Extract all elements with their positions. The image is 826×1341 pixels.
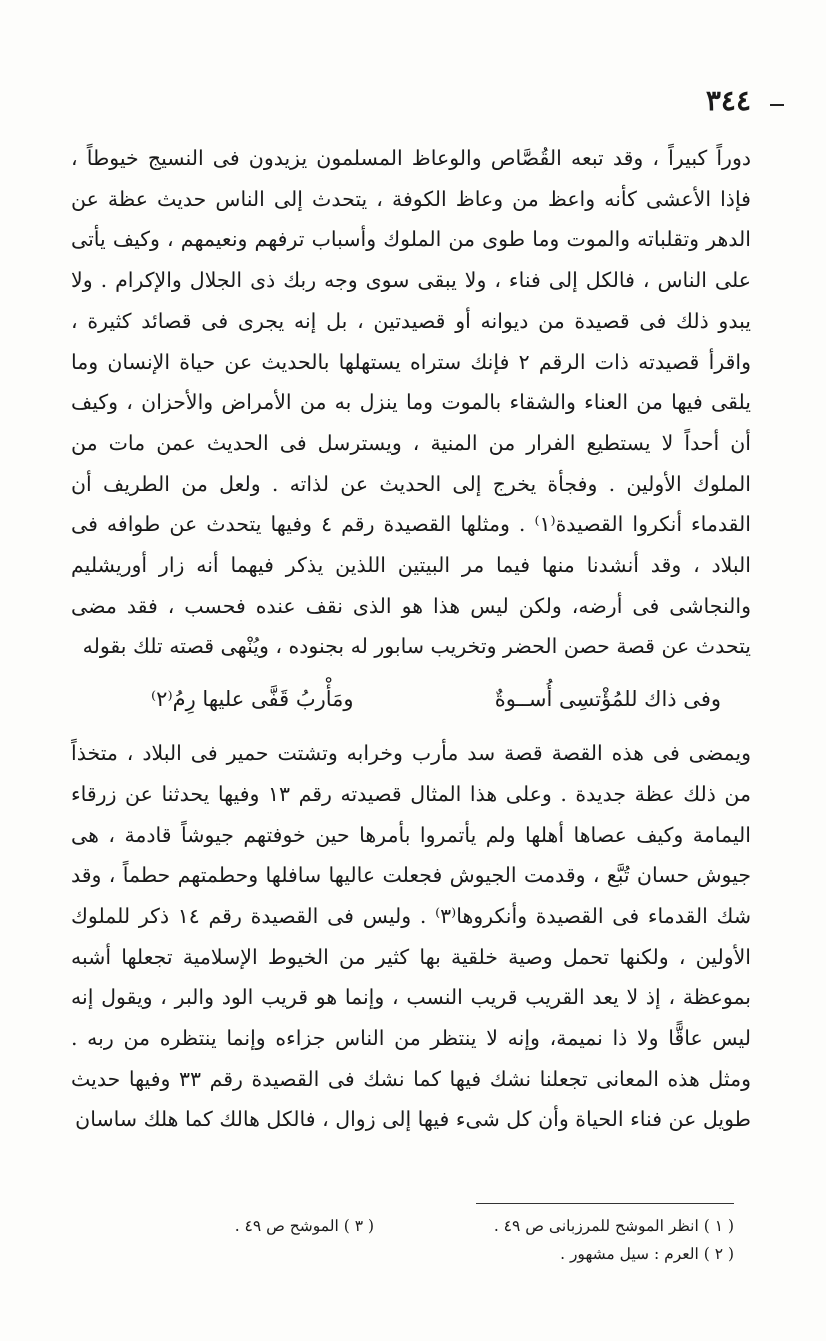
footnote-1: ( ١ ) انظر الموشح للمرزبانى ص ٤٩ . [493, 1217, 734, 1235]
footnotes-right-column [434, 1212, 734, 1268]
body-text [71, 138, 751, 1140]
verse-hemistich-left: ومَأْربُ قَفَّى عليها رِمُ⁽٢⁾ [151, 687, 354, 712]
footnote-3: ( ٣ ) الموشح ص ٤٩ . [234, 1217, 374, 1235]
verse-line [71, 679, 751, 719]
header-dash [770, 104, 784, 106]
paragraph: ويمضى فى هذه القصة قصة سد مأرب وخرابه وتشتت حمير فى البلاد ، متخذاً من ذلك عظة جديدة . وعلى هذا المثال قصيدته رقم ١٣ وفيها يحدثنا عن زرقاء اليمامة وكيف عصاها أهلها ولم يأتمروا بأمرها حين خوفتهم جيوشاً قادمة ، هى جيوش حسان تُبَّع ، وقدمت الجيوش فجعلت عاليها سافلها وحطمتهم حطماً ، وقد شك القدماء فى القصيدة وأنكروها⁽٣⁾ . وليس فى القصيدة رقم ١٤ ذكر للملوك الأولين ، ولكنها تحمل وصية خلقية بها كثير من الخيوط الإسلامية تجعلها أشبه بموعظة ، إذ لا يعد القريب قريب النسب ، وإنما هو قريب الود والبر ، ويقول إنه ليس عاقًّا ولا ذا نميمة، وإنه لا ينتظر من الناس جزاءه وإنما ينتظره من ربه . ومثل هذه المعانى تجعلنا نشك فيها كما نشك فى القصيدة رقم ٣٣ وفيها حديث طويل عن فناء الحياة وأن كل شىء فيها إلى زوال ، فالكل هالك كما هلك ساسان [71, 741, 752, 1132]
verse-hemistich-right: وفى ذاك للمُؤْتسِى أُســوةٌ [494, 687, 721, 712]
paragraph: دوراً كبيراً ، وقد تبعه القُصَّاص والوعاظ المسلمون يزيدون فى النسيج خيوطاً ، فإذا الأعشى كأنه واعظ من وعاظ الكوفة ، يتحدث إلى الناس حديث عظة عن الدهر وتقلباته والموت وما طوى من الملوك وأسباب ترفهم ونعيمهم ، وكيف يأتى على الناس ، فالكل إلى فناء ، ولا يبقى سوى وجه ربك ذى الجلال والإكرام . ولا يبدو ذلك فى قصيدة من ديوانه أو قصيدتين ، بل إنه يجرى فى قصائد كثيرة ، واقرأ قصيدته ذات الرقم ٢ فإنك ستراه يستهلها بالحديث عن حياة الإنسان وما يلقى فيها من العناء والشقاء بالموت وما ينزل به من الأمراض والأحزان ، وكيف أن أحداً لا يستطيع الفرار من المنية ، ويسترسل فى الحديث عمن مات من الملوك الأولين . وفجأة يخرج إلى الحديث عن لذاته . ولعل من الطريف أن القدماء أنكروا القصيدة⁽١⁾ . ومثلها القصيدة رقم ٤ وفيها يتحدث عن طوافه فى البلاد ، وقد أنشدنا منها فيما مر البيتين اللذين يذكر فيهما أنه زار أوريشليم والنجاشى فى أرضه، ولكن ليس هذا هو الذى نقف عنده فحسب ، فقد مضى يتحدث عن قصة حصن الحضر وتخريب سابور له بجنوده ، ويُنْهى قصته تلك بقوله [71, 146, 751, 659]
footnote-separator [476, 1203, 734, 1204]
page-header [60, 84, 766, 124]
footnotes-left-column [94, 1212, 374, 1240]
page-number: ٣٤٤ [705, 84, 751, 117]
footnote-2: ( ٢ ) العرم : سيل مشهور . [560, 1245, 734, 1263]
